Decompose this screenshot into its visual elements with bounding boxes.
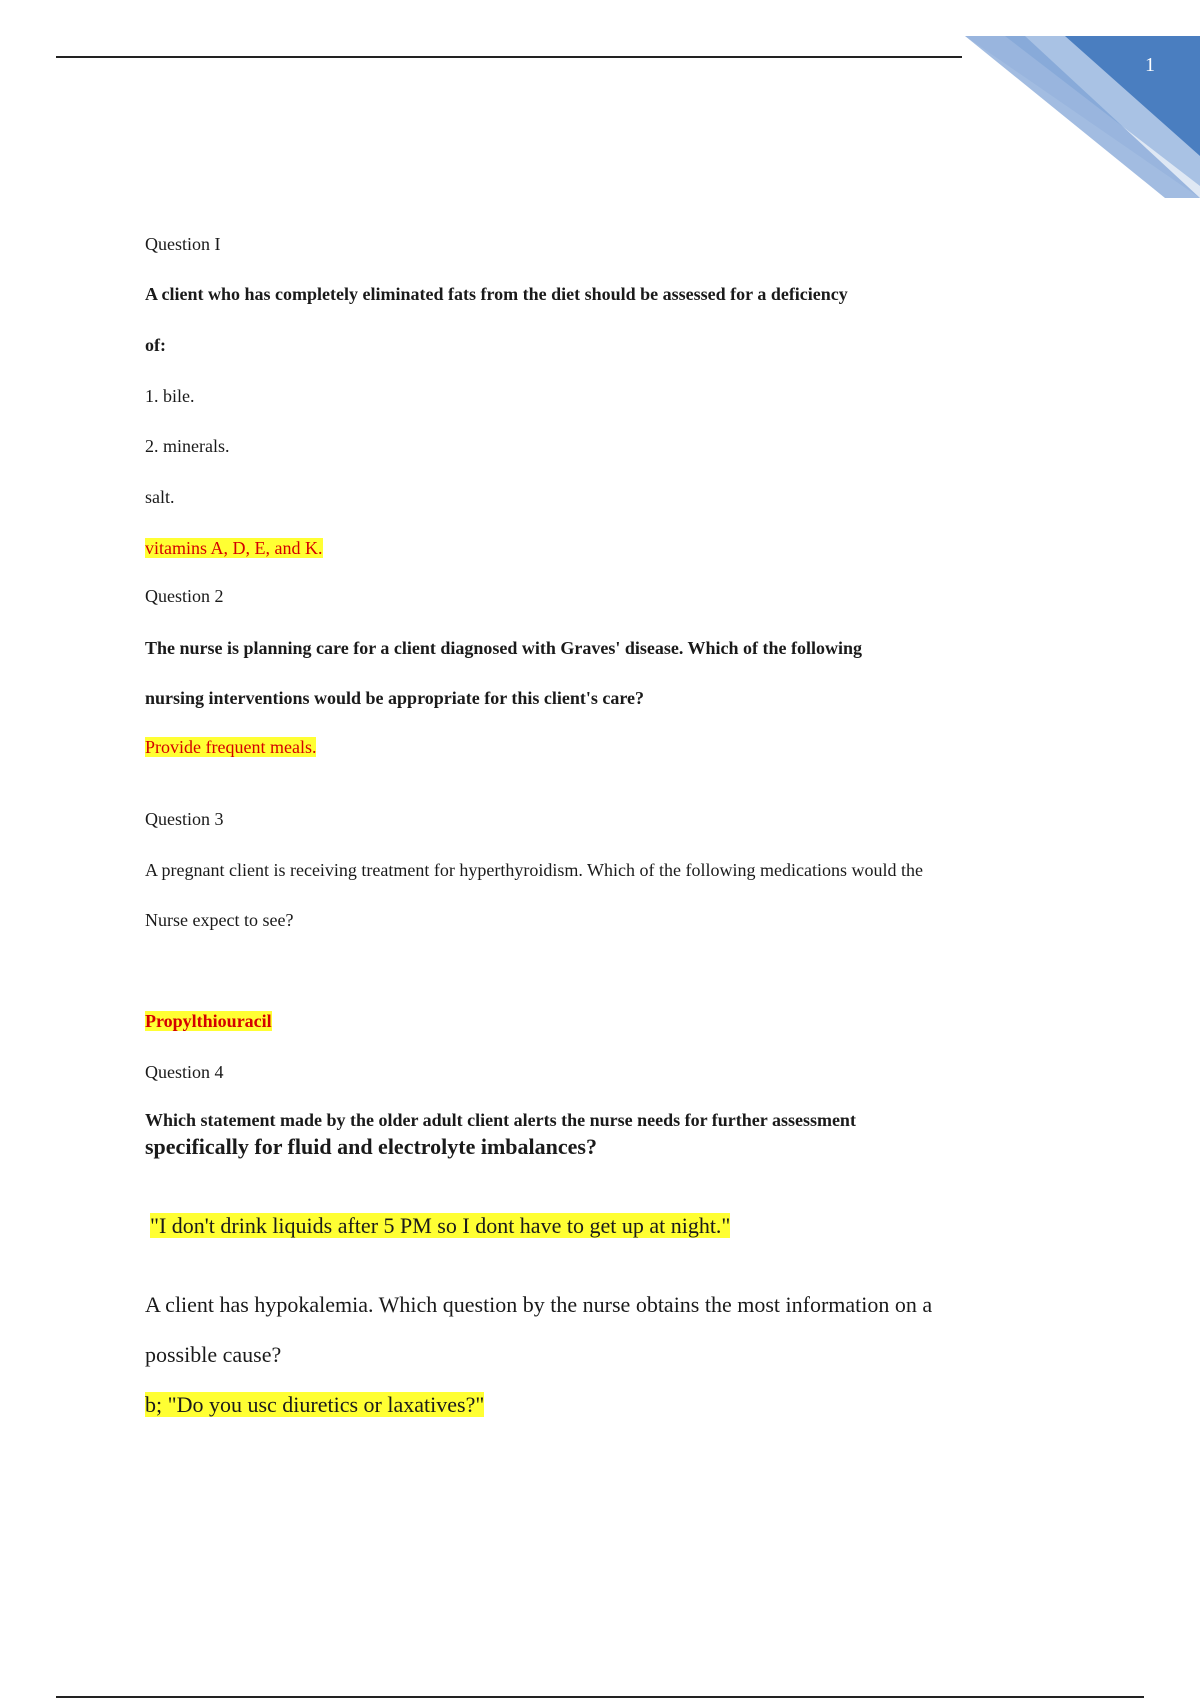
header-rule — [56, 56, 962, 58]
question-2-stem-line-1: The nurse is planning care for a client diagnosed with Graves' disease. Which of the following — [145, 638, 863, 658]
question-5-stem-line-2: possible cause? — [145, 1342, 282, 1367]
question-1-stem-line-2: of: — [145, 335, 166, 355]
footer-rule — [56, 1696, 1144, 1698]
corner-decoration — [965, 36, 1200, 198]
question-1-option-1: 1. bile. — [145, 386, 195, 406]
question-2-label: Question 2 — [145, 586, 224, 606]
question-4-stem-line-2: specifically for fluid and electrolyte imbalances? — [145, 1134, 597, 1159]
question-3-label: Question 3 — [145, 809, 224, 829]
question-2-stem-line-2: nursing interventions would be appropriate for this client's care? — [145, 688, 645, 708]
question-4-label: Question 4 — [145, 1062, 224, 1082]
question-5-answer-text: b; "Do you usc diuretics or laxatives?" — [145, 1392, 485, 1417]
question-5-answer — [145, 1391, 484, 1419]
question-4-answer-text: "I don't drink liquids after 5 PM so I dont have to get up at night." — [150, 1213, 731, 1238]
question-1-option-2: 2. minerals. — [145, 436, 230, 456]
question-1-label: Question I — [145, 234, 221, 254]
question-4-answer — [150, 1212, 730, 1240]
question-3-stem-line-1: A pregnant client is receiving treatment for hyperthyroidism. Which of the following medications would the — [145, 860, 923, 880]
question-5-stem-line-1: A client has hypokalemia. Which question by the nurse obtains the most information on a — [145, 1292, 933, 1317]
question-1-stem-line-1: A client who has completely eliminated fats from the diet should be assessed for a deficiency — [145, 284, 848, 304]
page-number: 1 — [1145, 54, 1155, 76]
question-1-answer — [145, 536, 323, 560]
question-4-stem-line-1: Which statement made by the older adult client alerts the nurse needs for further assessment — [145, 1110, 856, 1130]
question-3-stem-line-2: Nurse expect to see? — [145, 910, 294, 930]
question-1-option-3: salt. — [145, 487, 175, 507]
question-2-answer-text: Provide frequent meals. — [145, 737, 317, 757]
question-3-answer-text: Propylthiouracil — [145, 1011, 272, 1031]
question-3-answer — [145, 1009, 272, 1033]
question-1-answer-text: vitamins A, D, E, and K. — [145, 538, 323, 558]
question-2-answer — [145, 735, 316, 759]
